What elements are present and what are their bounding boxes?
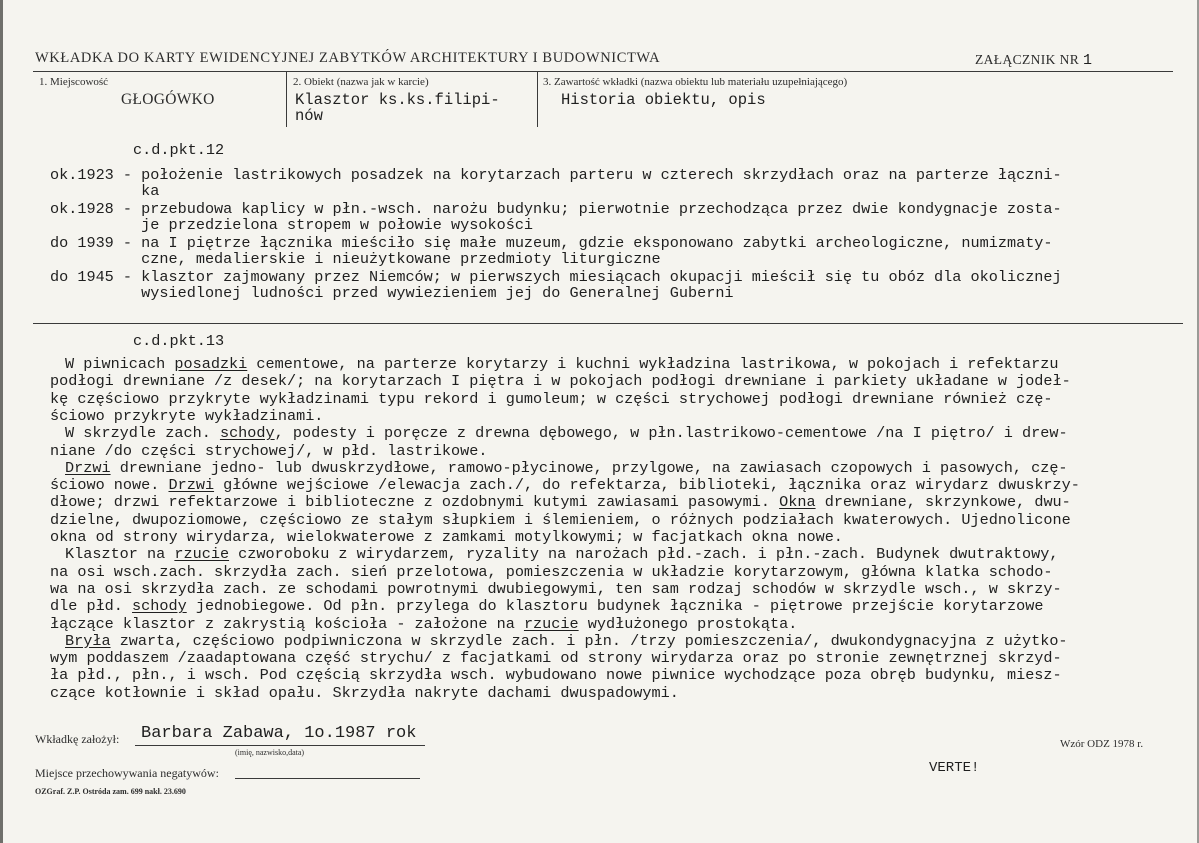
attachment-number — [975, 52, 1092, 69]
section-13-line: dłowe; drzwi refektarzowe i biblioteczne z ozdobnymi kutymi zawiasami pasowymi. Okna drewniane, skrzynkowe, dwu- — [50, 493, 1071, 512]
section-13-line: W piwnicach posadzki cementowe, na parterze korytarzy i kuchni wykładzina lastrikowa, w pokojach i refektarzu — [65, 355, 1059, 373]
section-13-line: ściowo nowe. Drzwi główne wejściowe /elewacja zach./, do refektarza, biblioteki, łącznika oraz wirydarz dwuskrzy- — [50, 476, 1080, 495]
section-13-line: Klasztor na rzucie czworoboku z wirydarzem, ryzality na narożach płd.-zach. i płn.-zach. Budynek dwutraktowy, — [65, 545, 1059, 564]
storage-label: Miejsce przechowywania negatywów: — [35, 766, 219, 780]
section-13-line: Drzwi drewniane jedno- lub dwuskrzydłowe, ramowo-płycinowe, przylgowe, na zawiasach czopowych i pasowych, czę- — [65, 458, 1068, 477]
section-13-line: dle płd. schody jednobiegowe. Od płn. przylega do klasztoru budynek łącznika - piętrowe przejście korytarzowe — [50, 597, 1044, 616]
section-12-heading: c.d.pkt.12 — [133, 141, 225, 159]
section-13-line: wym poddaszem /zaadaptowana część strychu/ z facjatkami od strony wirydarza oraz po stronie zewnętrznej skrzyd- — [50, 649, 1062, 668]
section-12-line: ka — [50, 182, 160, 200]
author-label: Wkładkę założył: — [35, 732, 120, 746]
underlined-term: rzucie — [523, 614, 579, 633]
field-3-label: 3. Zawartość wkładki (nazwa obiektu lub materiału uzupełniającego) — [543, 76, 848, 88]
section-divider — [33, 323, 1183, 324]
section-12-line: je przedzielona stropem w połowie wysokości — [50, 216, 534, 234]
underlined-term: posadzki — [174, 355, 248, 373]
printer-imprint: OZGraf. Z.P. Ostróda zam. 699 nakł. 23.690 — [35, 787, 186, 796]
section-12-line: wysiedlonej ludności przed wywiezieniem jej do Generalnej Guberni — [50, 284, 734, 302]
attachment-label: ZAŁĄCZNIK NR — [975, 52, 1080, 67]
underlined-term: rzucie — [174, 545, 230, 564]
storage-underline — [235, 778, 420, 779]
field-1-label: 1. Miejscowość — [39, 76, 109, 88]
verte-note: VERTE! — [929, 760, 980, 776]
section-13-line: kę częściowo przykryte wykładzinami typu rekord i gumoleum; w części strychowej podłogi drewniane również czę- — [50, 389, 1053, 408]
section-12-line: ok.1928 - przebudowa kaplicy w płn.-wsch. narożu budynku; pierwotnie przechodząca przez dwie kondygnacje zosta- — [50, 200, 1062, 218]
field-2-value-line1: Klasztor ks.ks.filipi- — [295, 91, 500, 109]
header-rule — [33, 71, 1173, 72]
field-2-label: 2. Obiekt (nazwa jak w karcie) — [293, 76, 429, 88]
field-divider-2 — [537, 71, 538, 127]
section-13-line: niane /do części strychowej/, w płd. lastrikowe. — [50, 441, 488, 460]
underlined-term: schody — [132, 597, 187, 616]
section-13-line: dzielne, dwupoziomowe, częściowo ze stałym słupkiem i ślemieniem, o różnych podziałach kwaterowych. Ujednolicone — [50, 510, 1071, 529]
section-12-line: czne, medalierskie i nieużytkowane przedmioty liturgiczne — [50, 250, 661, 268]
section-13-line: W skrzydle zach. schody, podesty i poręcze z drewna dębowego, w płn.lastrikowo-cementowe /na I piętro/ i drew- — [65, 424, 1068, 443]
author-value: Barbara Zabawa, 1o.1987 rok — [141, 724, 417, 743]
section-13-line: wa na osi skrzydła zach. ze schodami powrotnymi dwubiegowymi, ten sam rodzaj schodów w skrzydle wsch., w skrzy- — [50, 579, 1062, 598]
card-title: WKŁADKA DO KARTY EWIDENCYJNEJ ZABYTKÓW ARCHITEKTURY I BUDOWNICTWA — [35, 50, 661, 66]
section-13-line: okna od strony wirydarza, wielokwaterowe z zamkami motylkowymi; w facjatkach okna nowe. — [50, 528, 843, 546]
section-13-heading: c.d.pkt.13 — [133, 332, 225, 350]
section-12-line: ok.1923 - położenie lastrikowych posadzek na korytarzach parteru w czterech skrzydłach oraz na parterze łączni- — [50, 166, 1062, 184]
field-2-value-line2: nów — [295, 107, 323, 125]
section-13-line: Bryła zwarta, częściowo podpiwniczona w skrzydle zach. i płn. /trzy pomieszczenia/, dwukondygnacyjna z użytko- — [65, 631, 1068, 650]
section-13-line: ściowo przykryte wykładzinami. — [50, 406, 324, 425]
author-underline — [135, 745, 425, 746]
section-13-line: czące kotłownie i skład opału. Skrzydła nakryte dachami dwuspadowymi. — [50, 683, 679, 702]
section-13-line: ła płd., płn., i wsch. Pod częścią skrzydła wsch. wybudowano nowe piwnice wychodzące poza obręb budynku, miesz- — [50, 666, 1062, 685]
section-12-line: do 1945 - klasztor zajmowany przez Niemców; w pierwszych miesiącach okupacji mieścił się tu obóz dla okolicznej — [50, 268, 1062, 286]
underlined-term: Drzwi — [65, 458, 111, 477]
underlined-term: Drzwi — [168, 476, 215, 495]
section-13-line: na osi wsch.zach. skrzydła zach. sień przelotowa, pomieszczenia w układzie korytarzowym, główna klatka schodo- — [50, 562, 1053, 581]
form-number: Wzór ODZ 1978 r. — [1060, 738, 1144, 750]
attachment-value: 1 — [1082, 52, 1093, 69]
field-3-value: Historia obiektu, opis — [561, 91, 766, 109]
underlined-term: Bryła — [65, 631, 111, 650]
section-13-line: łączące klasztor z zakrystią kościoła - założone na rzucie wydłużonego prostokąta. — [50, 614, 798, 633]
field-1-value: GŁOGÓWKO — [121, 91, 215, 108]
section-13-line: podłogi drewniane /z desek/; na korytarzach I piętra i w pokojach podłogi drewniane i parkiety układane w jodeł- — [50, 372, 1071, 391]
underlined-term: schody — [219, 424, 275, 443]
underlined-term: Okna — [779, 493, 816, 512]
author-hint: (imię, nazwisko,data) — [235, 748, 305, 757]
field-divider-1 — [286, 71, 287, 127]
section-12-line: do 1939 - na I piętrze łącznika mieściło się małe muzeum, gdzie eksponowano zabytki archeologiczne, numizmaty- — [50, 234, 1053, 252]
